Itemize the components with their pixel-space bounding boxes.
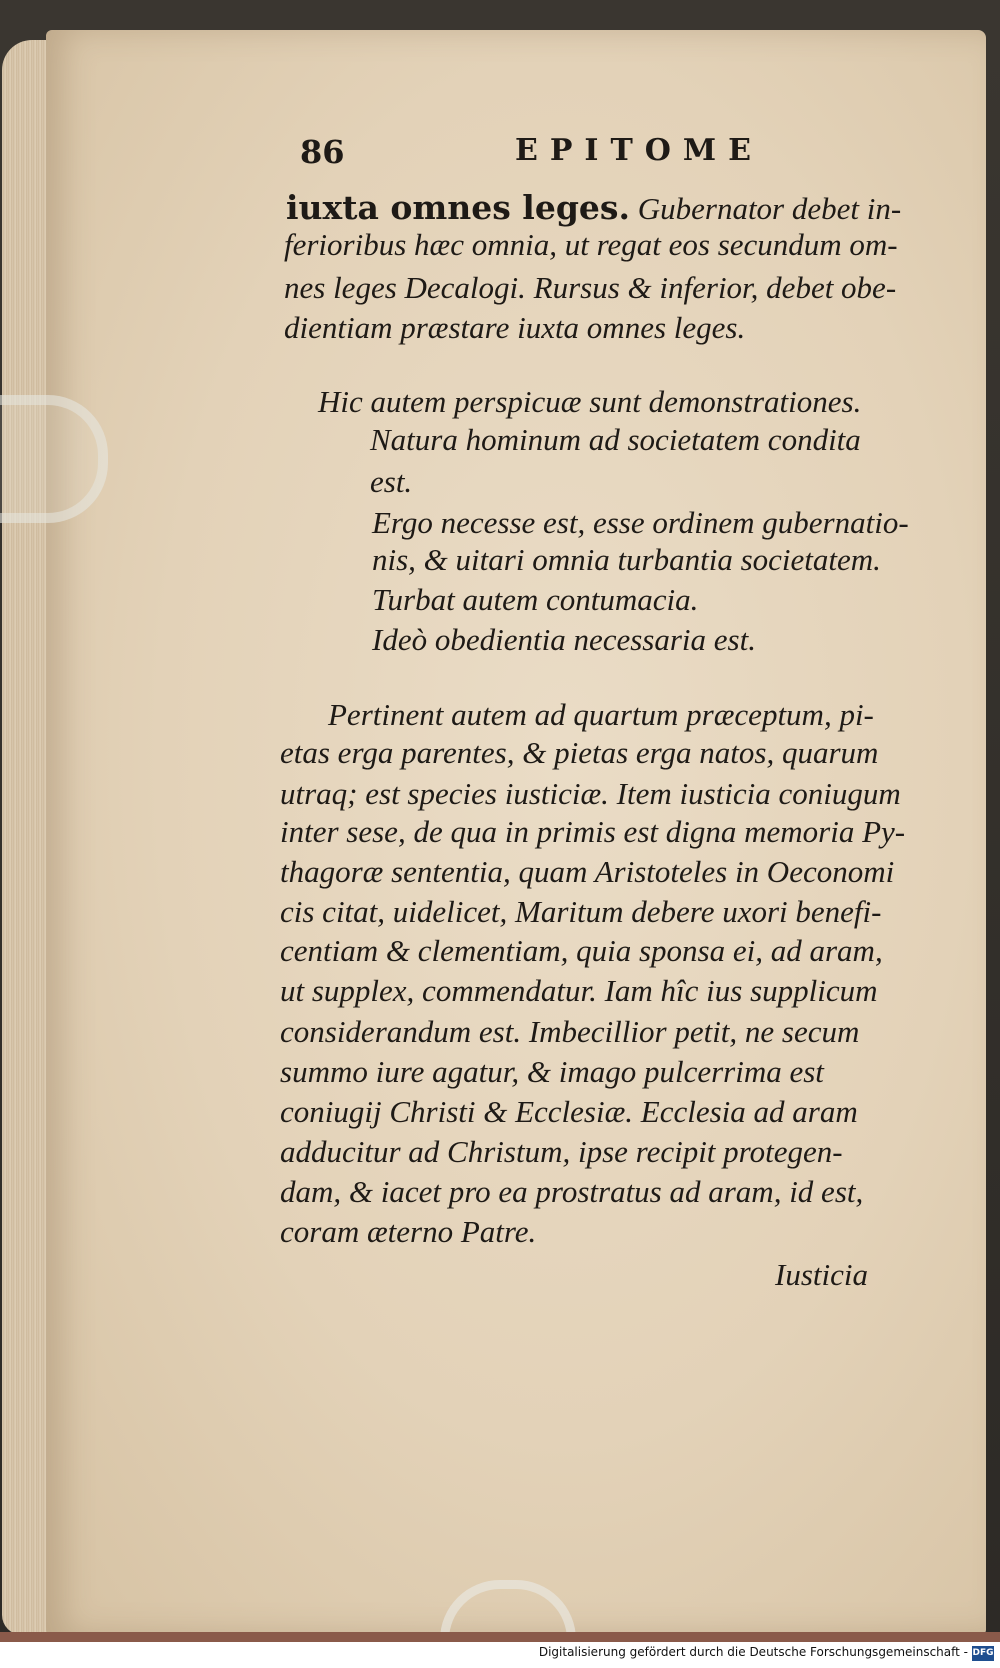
text-line: Pertinent autem ad quartum præceptum, pi- (328, 697, 874, 732)
text-line: thagoræ sententia, quam Aristoteles in Oeconomi (280, 854, 895, 889)
text-line: dientiam præstare iuxta omnes leges. (284, 310, 746, 345)
page-header (300, 133, 860, 173)
text-line: Hic autem perspicuæ sunt demonstrationes. (318, 384, 862, 419)
text-line: est. (370, 464, 413, 499)
text-line: Ergo necesse est, esse ordinem gubernatio- (372, 505, 909, 540)
text-line: coniugij Christi & Ecclesiæ. Ecclesia ad aram (280, 1094, 858, 1129)
text-line: ferioribus hæc omnia, ut regat eos secundum om- (284, 227, 898, 262)
text-line: cis citat, uidelicet, Maritum debere uxori benefi- (280, 894, 882, 929)
text-line: adducitur ad Christum, ipse recipit protegen- (280, 1134, 843, 1169)
text-line: etas erga parentes, & pietas erga natos, quarum (280, 735, 879, 770)
funding-credit: Digitalisierung gefördert durch die Deutsche Forschungsgemeinschaft - (538, 1645, 968, 1659)
page-clip-left (0, 395, 108, 523)
dfg-logo-badge: DFG (972, 1646, 994, 1661)
catchword: Iusticia (775, 1257, 868, 1292)
text-line: Natura hominum ad societatem condita (370, 422, 861, 457)
text-line: centiam & clementiam, quia sponsa ei, ad aram, (280, 933, 883, 968)
text-line: Turbat autem contumacia. (372, 582, 699, 617)
book-spine-band (0, 1632, 1000, 1642)
text-line: summo iure agatur, & imago pulcerrima est (280, 1054, 824, 1089)
text-line: coram æterno Patre. (280, 1214, 537, 1249)
text-line: nes leges Decalogi. Rursus & inferior, debet obe- (284, 270, 897, 305)
running-title: EPITOME (515, 133, 763, 168)
text-line: ut supplex, commendatur. Iam hîc ius supplicum (280, 973, 878, 1008)
text-line: Ideò obedientia necessaria est. (372, 622, 756, 657)
text-line: utraq; est species iusticiæ. Item iusticia coniugum (280, 776, 901, 811)
text-line: dam, & iacet pro ea prostratus ad aram, id est, (280, 1174, 864, 1209)
text-line: nis, & uitari omnia turbantia societatem. (372, 542, 881, 577)
text-line: considerandum est. Imbecillior petit, ne secum (280, 1014, 860, 1049)
page-number: 86 (300, 133, 345, 171)
text-line: iuxta omnes leges. Gubernator debet in- (286, 188, 902, 227)
text-line: inter sese, de qua in primis est digna memoria Py- (280, 814, 906, 849)
